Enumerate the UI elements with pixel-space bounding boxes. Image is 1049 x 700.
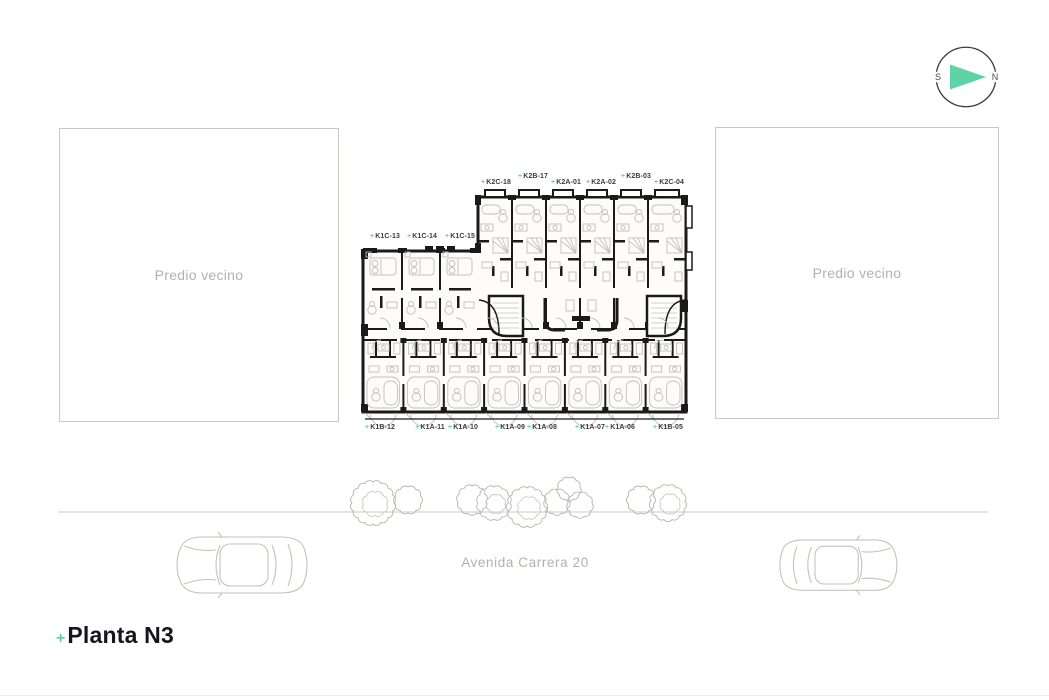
plus-icon: + — [448, 424, 453, 431]
unit-label-k1b-05[interactable] — [653, 424, 683, 431]
tree-icon — [394, 486, 423, 514]
unit-code: K2C-18 — [486, 179, 511, 186]
tree-icon — [351, 481, 396, 526]
unit-label-k1a-07[interactable] — [575, 424, 605, 431]
unit-label-k2c-04[interactable] — [654, 179, 684, 186]
unit-code: K1C-14 — [412, 233, 437, 240]
tree-icon — [544, 489, 571, 515]
plus-icon: + — [654, 179, 659, 186]
car-left — [177, 532, 307, 598]
tree-icon — [477, 486, 511, 520]
plus-icon: + — [605, 424, 610, 431]
plus-icon: + — [518, 173, 523, 180]
tree-icon — [567, 492, 594, 518]
unit-code: K1A-10 — [453, 424, 478, 431]
car-right — [780, 535, 897, 594]
unit-code: K1A-06 — [610, 424, 635, 431]
unit-code: K2A-02 — [591, 179, 616, 186]
unit-label-k1a-06[interactable] — [605, 424, 635, 431]
plus-icon: + — [481, 179, 486, 186]
plus-icon: + — [621, 173, 626, 180]
tree-icon — [506, 487, 547, 528]
floor-plan — [361, 190, 692, 426]
unit-code: K1B-12 — [370, 424, 395, 431]
unit-label-k1a-11[interactable] — [415, 424, 445, 431]
plus-icon: + — [653, 424, 658, 431]
compass-north-label: N — [991, 72, 999, 82]
plus-icon: + — [495, 424, 500, 431]
unit-label-k1a-10[interactable] — [448, 424, 478, 431]
plus-icon: + — [370, 233, 375, 240]
page-title — [56, 622, 174, 649]
plus-icon: + — [415, 424, 420, 431]
neighbor-lot-left-label: Predio vecino — [154, 267, 244, 283]
compass-icon — [934, 47, 996, 106]
unit-code: K1A-07 — [580, 424, 605, 431]
street-name: Avenida Carrera 20 — [461, 555, 589, 570]
unit-code: K1C-13 — [375, 233, 400, 240]
compass-south-label: S — [934, 72, 942, 82]
unit-label-k2c-18[interactable] — [481, 179, 511, 186]
unit-code: K2A-01 — [556, 179, 581, 186]
plus-icon: + — [365, 424, 370, 431]
tree-icon — [627, 486, 656, 514]
neighbor-lot-right-label: Predio vecino — [812, 265, 902, 281]
unit-code: K1A-11 — [420, 424, 445, 431]
unit-label-k2b-03[interactable] — [621, 173, 651, 180]
unit-label-k2b-17[interactable] — [518, 173, 548, 180]
unit-code: K1B-05 — [658, 424, 683, 431]
unit-label-k1a-09[interactable] — [495, 424, 525, 431]
unit-code: K2B-17 — [523, 173, 548, 180]
page-edge-line — [0, 695, 1049, 696]
plus-icon: + — [575, 424, 580, 431]
compass-arrow-icon — [950, 65, 986, 90]
plus-icon: + — [551, 179, 556, 186]
page-title-text: Planta N3 — [67, 622, 174, 648]
unit-label-k1c-15[interactable] — [445, 233, 475, 240]
unit-code: K1C-15 — [450, 233, 475, 240]
tree-icon — [649, 485, 686, 522]
unit-code: K2C-04 — [659, 179, 684, 186]
unit-label-k2a-02[interactable] — [586, 179, 616, 186]
neighbor-lot-right — [715, 127, 999, 419]
unit-code: K1A-09 — [500, 424, 525, 431]
plus-icon: + — [445, 233, 450, 240]
unit-code: K1A-08 — [532, 424, 557, 431]
unit-label-k2a-01[interactable] — [551, 179, 581, 186]
plus-icon: + — [407, 233, 412, 240]
unit-label-k1b-12[interactable] — [365, 424, 395, 431]
neighbor-lot-left — [59, 128, 339, 422]
plus-icon: + — [586, 179, 591, 186]
trees — [351, 477, 687, 527]
unit-label-k1a-08[interactable] — [527, 424, 557, 431]
plus-icon: + — [56, 630, 66, 647]
plus-icon: + — [527, 424, 532, 431]
unit-label-k1c-13[interactable] — [370, 233, 400, 240]
unit-label-k1c-14[interactable] — [407, 233, 437, 240]
unit-code: K2B-03 — [626, 173, 651, 180]
